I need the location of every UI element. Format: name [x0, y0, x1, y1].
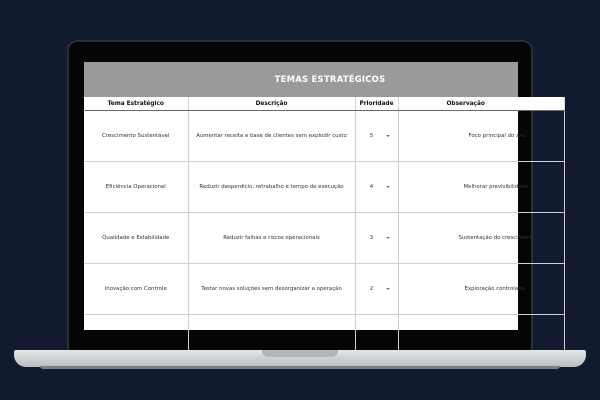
dropdown-arrow-icon[interactable] — [386, 186, 390, 188]
observacao-cell[interactable]: Foco principal do ano — [398, 111, 564, 162]
dropdown-arrow-icon[interactable] — [386, 288, 390, 290]
prioridade-value: 2 — [369, 286, 374, 292]
descricao-cell[interactable]: Testar novas soluções sem desorganizar a operação — [188, 264, 355, 315]
descricao-cell[interactable]: Aumentar receita e base de clientes sem explodir custo — [188, 111, 355, 162]
header-row — [84, 97, 564, 111]
dropdown-arrow-icon[interactable] — [386, 135, 390, 137]
prioridade-dropdown[interactable] — [355, 213, 398, 264]
column-header-prioridade[interactable]: Prioridade — [355, 97, 398, 111]
spreadsheet-screen — [84, 62, 536, 330]
prioridade-value: 4 — [369, 184, 374, 190]
sheet-title: TEMAS ESTRATÉGICOS — [84, 62, 518, 97]
column-header-observacao[interactable]: Observação — [398, 97, 564, 111]
table-row — [84, 162, 564, 213]
column-header-descricao[interactable]: Descrição — [188, 97, 355, 111]
tema-cell[interactable]: Eficiência Operacional — [84, 162, 188, 213]
table-viewport[interactable] — [84, 97, 536, 330]
table-row — [84, 264, 564, 315]
laptop-base-shadow — [40, 366, 560, 369]
tema-cell[interactable]: Inovação com Controle — [84, 264, 188, 315]
column-header-tema[interactable]: Tema Estratégico — [84, 97, 188, 111]
themes-table — [84, 97, 565, 366]
prioridade-value: 5 — [369, 133, 374, 139]
prioridade-dropdown[interactable] — [355, 264, 398, 315]
dropdown-arrow-icon[interactable] — [386, 237, 390, 239]
prioridade-dropdown[interactable] — [355, 162, 398, 213]
observacao-cell[interactable]: Sustentação do crescimento — [398, 213, 564, 264]
table-row — [84, 111, 564, 162]
table-row — [84, 213, 564, 264]
observacao-cell[interactable]: Melhorar previsibilidade — [398, 162, 564, 213]
observacao-cell[interactable]: Exploração controlada — [398, 264, 564, 315]
tema-cell[interactable]: Qualidade e Estabilidade — [84, 213, 188, 264]
laptop-notch — [262, 350, 338, 357]
descricao-cell[interactable]: Reduzir falhas e riscos operacionais — [188, 213, 355, 264]
descricao-cell[interactable]: Reduzir desperdício, retrabalho e tempo de execução — [188, 162, 355, 213]
prioridade-value: 3 — [369, 235, 374, 241]
tema-cell[interactable]: Crescimento Sustentável — [84, 111, 188, 162]
prioridade-dropdown[interactable] — [355, 111, 398, 162]
